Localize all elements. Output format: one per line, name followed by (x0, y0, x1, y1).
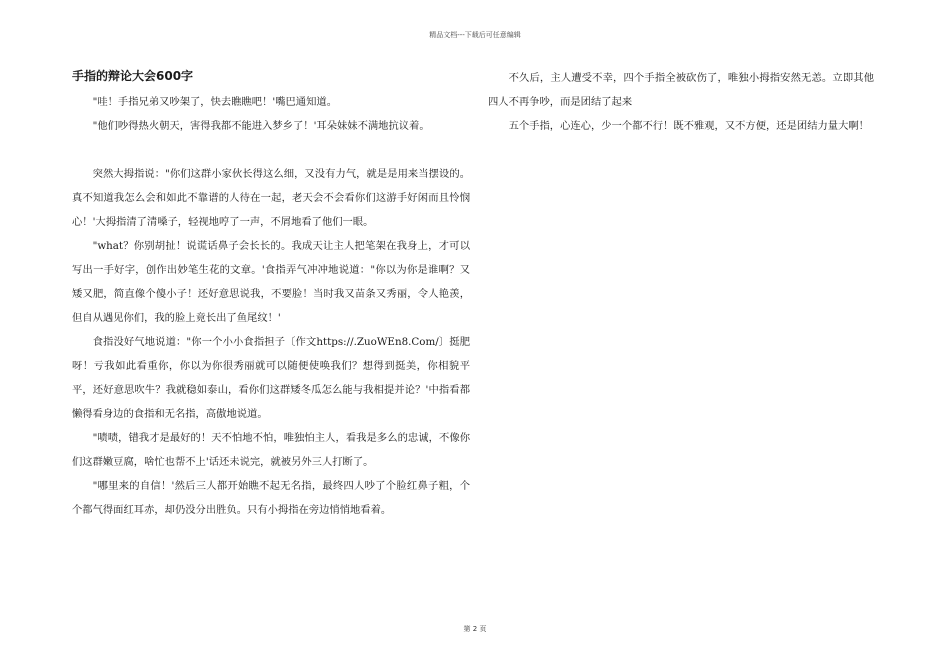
left-column (72, 66, 470, 522)
paragraph: 突然大拇指说："你们这群小家伙长得这么细，又没有力气，就是是用来当摆设的。真不知道我怎么会和如此不靠谱的人待在一起，老天会不会看你们这游手好闲而且怜悯心！'大拇指清了清嗓子，轻视地哼了一声，不屑地看了他们一眼。 (72, 168, 470, 228)
article-title: 手指的辩论大会600字 (72, 69, 194, 83)
paragraph: "啧啧，错我才是最好的！天不怕地不怕，唯独怕主人，看我是多么的忠诚，不像你们这群嫩豆腐，啥忙也帮不上'话还未说完，就被另外三人打断了。 (72, 432, 470, 468)
paragraph: "哪里来的自信！'然后三人都开始瞧不起无名指，最终四人吵了个脸红鼻子粗，个个都气得面红耳赤，却仍没分出胜负。只有小拇指在旁边悄悄地看着。 (72, 480, 470, 516)
page-number: 第 2 页 (463, 625, 487, 633)
page-header: 精品文档---下载后可任意编辑 (429, 31, 521, 39)
paragraph: 食指没好气地说道："你一个小小食指担子〔作文https://.ZuoWEn8.Com/〕挺肥呀！亏我如此看重你，你以为你很秀丽就可以随便使唤我们？想得到挺美，你相貌平平，还好意思吹牛？我就稳如泰山，看你们这群矮冬瓜怎么能与我相提并论？'中指看都懒得看身边的食指和无名指，高傲地说道。 (72, 336, 470, 420)
paragraph: 五个手指，心连心，少一个都不行！既不雅观，又不方便，还是团结力量大啊！ (508, 120, 869, 132)
paragraph: 不久后，主人遭受不幸，四个手指全被砍伤了，唯独小拇指安然无恙。立即其他四人不再争吵，而是团结了起来 (488, 72, 874, 108)
right-column (488, 66, 874, 138)
paragraph-spacer (72, 138, 470, 162)
paragraph: "what？你别胡扯！说谎话鼻子会长长的。我成天让主人把笔架在我身上，才可以写出一手好字，创作出妙笔生花的文章。'食指弄气冲冲地说道："你以为你是谁啊？又矮又肥，简直像个傻小子！还好意思说我，不要脸！当时我又苗条又秀丽，令人艳羡，但自从遇见你们，我的脸上竟长出了鱼尾纹！' (72, 240, 470, 324)
paragraph: "他们吵得热火朝天，害得我都不能进入梦乡了！'耳朵妹妹不满地抗议着。 (92, 120, 430, 132)
paragraph: "哇！手指兄弟又吵架了，快去瞧瞧吧！'嘴巴通知道。 (92, 96, 337, 108)
